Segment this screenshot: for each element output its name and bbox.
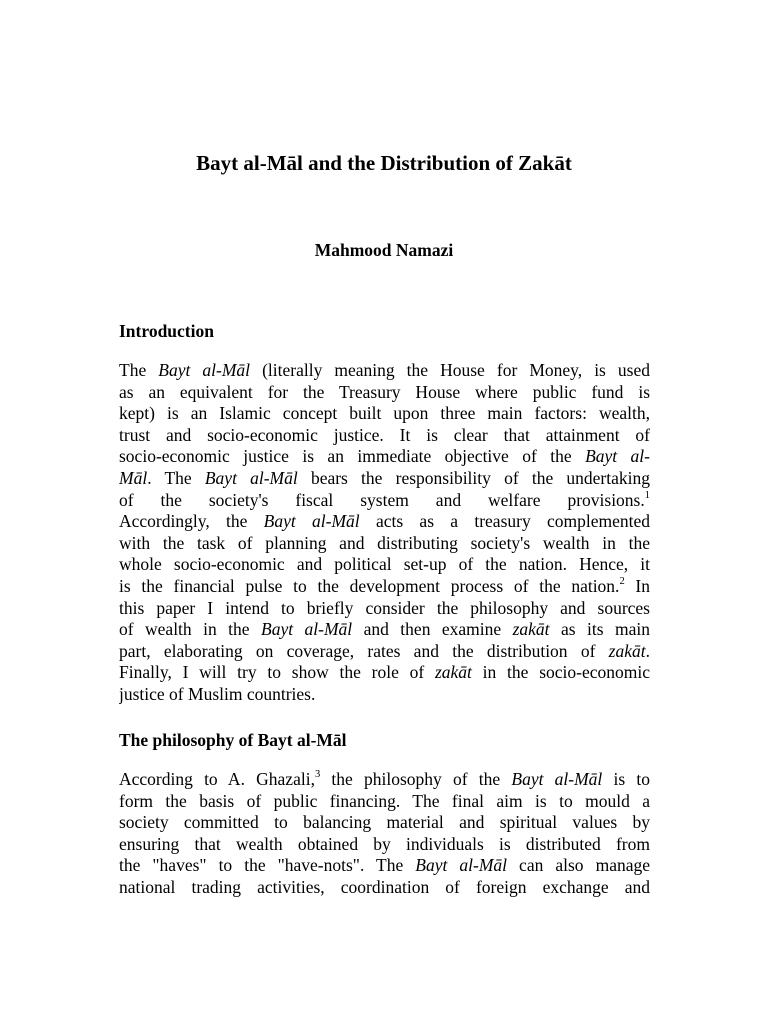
text-run: this paper I intend to briefly consider the philosophy and sources	[119, 597, 650, 618]
text-line	[119, 425, 650, 447]
text-run: socio-economic justice is an immediate objective of the	[119, 446, 586, 467]
text-line	[119, 403, 650, 425]
text-line	[119, 791, 650, 813]
author-name: Mahmood Namazi	[314, 240, 454, 260]
text-line	[119, 662, 650, 684]
text-run: In	[624, 575, 650, 596]
text-line	[119, 490, 650, 512]
text-run: . The	[147, 467, 205, 488]
text-line	[119, 641, 650, 663]
text-run: national trading activities, coordination of foreign exchange and	[119, 876, 650, 897]
section-heading-introduction: Introduction	[119, 321, 214, 341]
text-run: can also manage	[507, 855, 650, 876]
italic-term: Bayt al-Māl	[511, 769, 603, 789]
italic-term: Bayt al-Māl	[415, 855, 508, 876]
text-run: as its main	[549, 619, 650, 640]
text-run: .	[645, 640, 650, 661]
italic-term: Bayt al-Māl	[263, 511, 360, 532]
text-run: (literally meaning the House for Money, is used	[250, 360, 650, 380]
text-run: Finally, I will try to show the role of	[119, 662, 435, 683]
text-run: trust and socio-economic justice. It is clear that attainment of	[119, 424, 650, 445]
text-line	[119, 554, 650, 576]
text-line	[119, 533, 650, 555]
text-run: Accordingly, the	[119, 511, 264, 532]
italic-term: Bayt al-	[585, 446, 650, 467]
italic-term: Bayt al-Māl	[204, 467, 298, 488]
text-run: is to	[602, 769, 650, 789]
text-run: is the financial pulse to the development process of the nation.	[119, 575, 620, 596]
text-run: part, elaborating on coverage, rates and the distribution of	[119, 640, 609, 661]
italic-term: zakāt	[608, 640, 646, 661]
footnote-marker: 1	[644, 489, 650, 501]
text-line	[119, 446, 650, 468]
paragraph-philosophy	[119, 769, 650, 899]
text-run: acts as a treasury complemented	[359, 511, 650, 532]
footnote-marker: 2	[619, 576, 625, 588]
text-run: as an equivalent for the Treasury House where public fund is	[119, 381, 650, 402]
text-line	[119, 812, 650, 834]
section-heading-philosophy: The philosophy of Bayt al-Māl	[119, 730, 347, 750]
paragraph-introduction	[119, 360, 650, 706]
text-run: of wealth in the	[119, 619, 261, 640]
italic-term: Bayt al-Māl	[261, 619, 353, 640]
text-run: kept) is an Islamic concept built upon three main factors: wealth,	[119, 403, 650, 424]
text-line	[119, 468, 650, 490]
text-line	[119, 360, 650, 382]
italic-term: Māl	[119, 467, 148, 488]
text-line	[119, 576, 650, 598]
text-run: The	[119, 360, 159, 380]
text-line	[119, 619, 650, 641]
text-run: form the basis of public financing. The final aim is to mould a	[119, 790, 650, 811]
document-title: Bayt al-Māl and the Distribution of Zakāt	[196, 151, 572, 175]
text-run: with the task of planning and distributing society's wealth in the	[119, 532, 650, 553]
text-line	[119, 511, 650, 533]
text-line	[119, 382, 650, 404]
text-run: the "haves" to the "have-nots". The	[119, 855, 416, 876]
italic-term: Bayt al-Māl	[158, 360, 251, 380]
italic-term: zakāt	[434, 662, 472, 683]
text-run: whole socio-economic and political set-up of the nation. Hence, it	[119, 554, 650, 575]
text-line	[119, 598, 650, 620]
text-run: society committed to balancing material and spiritual values by	[119, 812, 650, 833]
footnote-marker: 3	[314, 769, 321, 781]
text-run: of the society's fiscal system and welfare provisions.	[119, 489, 645, 510]
text-line	[119, 834, 650, 856]
text-line	[119, 855, 650, 877]
italic-term: zakāt	[512, 619, 550, 640]
text-run: and then examine	[352, 619, 513, 640]
text-run: According to A. Ghazali,	[119, 769, 315, 789]
text-run: in the socio-economic	[471, 662, 650, 683]
text-run: ensuring that wealth obtained by individuals is distributed from	[119, 833, 650, 854]
text-line	[119, 769, 650, 791]
text-line	[119, 877, 650, 899]
text-run: bears the responsibility of the undertaking	[297, 467, 650, 488]
text-line	[119, 684, 650, 706]
text-run: justice of Muslim countries.	[119, 683, 316, 704]
text-run: the philosophy of the	[320, 769, 512, 789]
